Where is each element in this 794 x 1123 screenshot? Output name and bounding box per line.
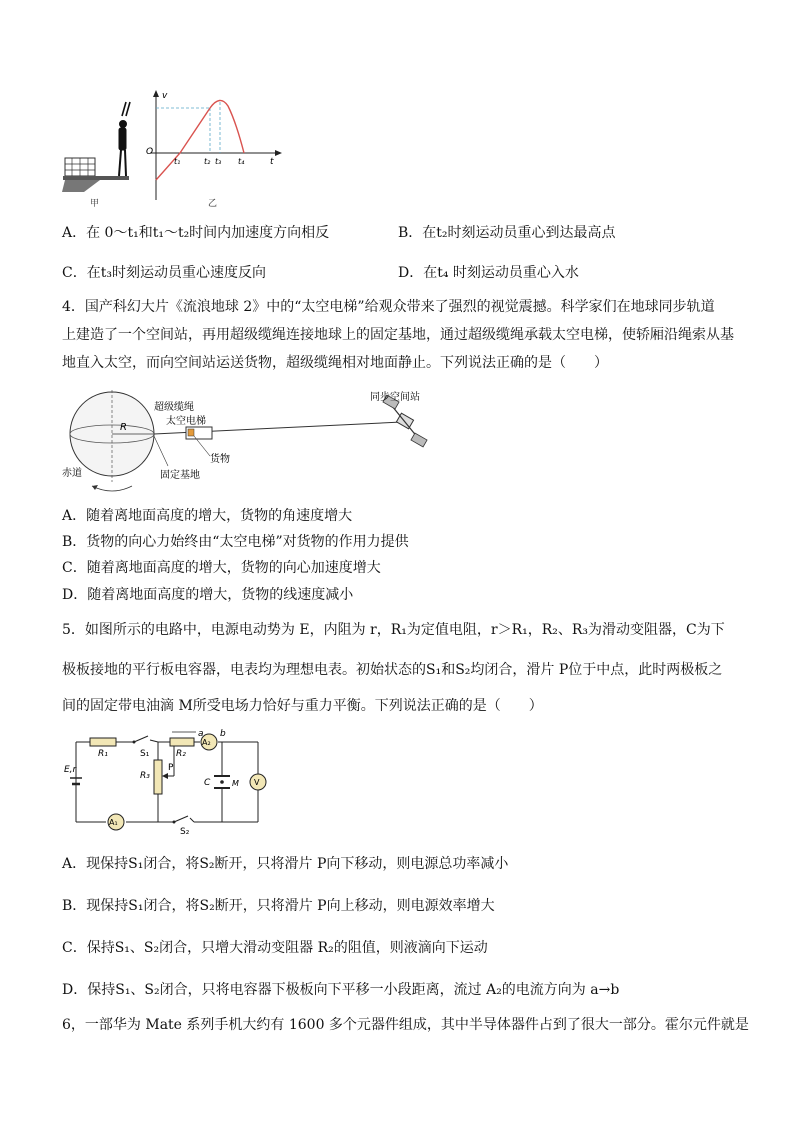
q6-stem-line1: 6，一部华为 Mate 系列手机大约有 1600 多个元器件组成，其中半导体器件占到了很大一部分。霍尔元件就是 — [62, 1017, 749, 1033]
q5-stem-line2: 极板接地的平行板电容器，电表均为理想电表。初始状态的S₁和S₂均闭合，滑片 P位于中点，此时两极板之 — [62, 662, 723, 678]
label-yi: 乙 — [208, 199, 218, 209]
label-jia: 甲 — [90, 199, 100, 209]
q4-option-b: B．货物的向心力始终由“太空电梯”对货物的作用力提供 — [62, 534, 409, 550]
r3-label: R₃ — [140, 771, 150, 781]
axis-t-label: t — [270, 157, 274, 167]
q3-option-b: B．在t₂时刻运动员重心到达最高点 — [398, 225, 616, 241]
q3-option-d: D．在t₄ 时刻运动员重心入水 — [398, 265, 579, 281]
q4-option-c: C．随着离地面高度的增大，货物的向心加速度增大 — [62, 560, 381, 576]
circuit-figure — [62, 728, 272, 838]
q5-option-c: C．保持S₁、S₂闭合，只增大滑动变阻器 R₂的阻值，则液滴向下运动 — [62, 940, 488, 956]
tick-t2: t₂ — [204, 157, 211, 166]
q4-option-d: D．随着离地面高度的增大，货物的线速度减小 — [62, 587, 354, 603]
node-a-label: a — [198, 729, 204, 739]
q5-option-a: A．现保持S₁闭合，将S₂断开，只将滑片 P向下移动，则电源总功率减小 — [62, 856, 509, 872]
q4-stem-line1: 4．国产科幻大片《流浪地球 2》中的“太空电梯”给观众带来了强烈的视觉震撼。科学家们在地球同步轨道 — [62, 299, 715, 315]
origin-label: O — [146, 147, 154, 157]
r3-resistor — [154, 760, 162, 794]
q4-option-a: A．随着离地面高度的增大，货物的角速度增大 — [62, 508, 353, 524]
tick-t3: t₃ — [215, 157, 222, 166]
super-cable-label: 超级缆绳 — [154, 402, 194, 413]
q5-option-d: D．保持S₁、S₂闭合，只将电容器下极板向下平移一小段距离，流过 A₂的电流方向为 a→b — [62, 982, 620, 998]
slider-p-label: P — [168, 763, 174, 773]
capacitor-label: C — [204, 778, 211, 788]
tick-t1: t₁ — [174, 157, 181, 166]
r1-label: R₁ — [98, 749, 108, 759]
diver-figure — [119, 102, 130, 176]
tick-t4: t₄ — [238, 157, 245, 166]
s1-label: S₁ — [140, 749, 150, 759]
s2-label: S₂ — [180, 827, 190, 837]
diver-vt-figure — [60, 88, 290, 210]
r2-resistor — [170, 738, 194, 746]
q4-stem-line3: 地直入太空，而向空间站运送货物，超级缆绳相对地面静止。下列说法正确的是（ ） — [62, 355, 608, 371]
q5-stem-line1: 5．如图所示的电路中，电源电动势为 E，内阻为 r，R₁为定值电阻，r＞R₁，R₂、R₃为滑动变阻器，C为下 — [62, 622, 725, 638]
a1-label: A₁ — [109, 818, 118, 827]
r2-label: R₂ — [176, 749, 186, 759]
space-elevator-label: 太空电梯 — [166, 416, 206, 427]
velocity-curve — [156, 100, 244, 180]
base-label: 固定基地 — [160, 470, 200, 481]
cargo-box — [188, 429, 194, 436]
sync-station-label: 同步空间站 — [370, 392, 420, 403]
equator-label: 赤道 — [62, 468, 82, 479]
q3-option-a: A．在 0～t₁和t₁～t₂时间内加速度方向相反 — [62, 225, 330, 241]
q5-option-b: B．现保持S₁闭合，将S₂断开，只将滑片 P向上移动，则电源效率增大 — [62, 898, 495, 914]
droplet-label: M — [232, 779, 239, 788]
axis-v-label: v — [162, 91, 168, 101]
node-b-label: b — [220, 729, 226, 739]
radius-label: R — [120, 422, 127, 433]
rotation-arrow — [92, 486, 132, 491]
q5-stem-line3: 间的固定带电油滴 M所受电场力恰好与重力平衡。下列说法正确的是（ ） — [62, 698, 543, 714]
r1-resistor — [90, 738, 116, 746]
voltmeter-label: V — [254, 778, 260, 787]
q3-option-c: C．在t₃时刻运动员重心速度反向 — [62, 265, 266, 281]
cargo-label: 货物 — [210, 454, 230, 465]
a2-label: A₂ — [202, 738, 211, 747]
battery-label: E,r — [64, 765, 77, 775]
space-elevator-figure — [62, 386, 434, 498]
oil-droplet — [220, 780, 224, 784]
q4-stem-line2: 上建造了一个空间站，再用超级缆绳连接地球上的固定基地，通过超级缆绳承载太空电梯，使轿厢沿绳索从基 — [62, 327, 734, 343]
